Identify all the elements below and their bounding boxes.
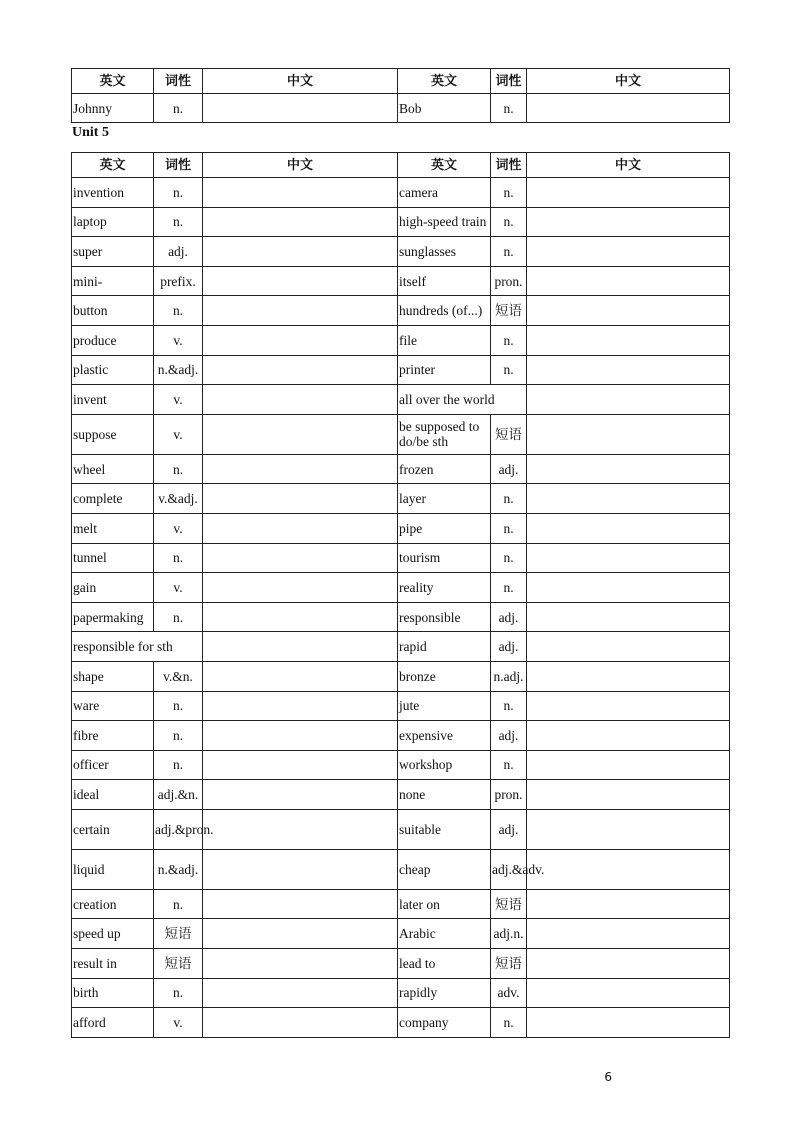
right-english-word: itself bbox=[398, 266, 491, 296]
column-header-pos: 词性 bbox=[491, 69, 527, 94]
right-part-of-speech: n. bbox=[491, 691, 527, 721]
left-chinese-meaning-blank bbox=[203, 661, 398, 691]
right-chinese-meaning-blank bbox=[527, 513, 730, 543]
left-part-of-speech: v. bbox=[154, 414, 203, 454]
left-english-word: super bbox=[72, 237, 154, 267]
table-row bbox=[72, 513, 730, 543]
table-header-row bbox=[72, 69, 730, 94]
right-chinese-meaning-blank bbox=[527, 889, 730, 919]
right-part-of-speech: n. bbox=[491, 1008, 527, 1038]
left-chinese-meaning-blank bbox=[203, 809, 398, 849]
left-english-word: laptop bbox=[72, 207, 154, 237]
right-chinese-meaning-blank bbox=[527, 780, 730, 810]
right-part-of-speech: 短语 bbox=[491, 949, 527, 979]
left-chinese-meaning-blank bbox=[203, 94, 398, 123]
right-part-of-speech: pron. bbox=[491, 266, 527, 296]
left-part-of-speech: adj.&n. bbox=[154, 780, 203, 810]
left-english-word: mini- bbox=[72, 266, 154, 296]
column-header-en: 英文 bbox=[398, 153, 491, 178]
table-row bbox=[72, 94, 730, 123]
left-chinese-meaning-blank bbox=[203, 949, 398, 979]
right-chinese-meaning-blank bbox=[527, 602, 730, 632]
left-chinese-meaning-blank bbox=[203, 513, 398, 543]
right-english-word: file bbox=[398, 325, 491, 355]
right-part-of-speech: n. bbox=[491, 94, 527, 123]
right-chinese-meaning-blank bbox=[527, 178, 730, 208]
right-chinese-meaning-blank bbox=[527, 484, 730, 514]
right-part-of-speech: adj. bbox=[491, 721, 527, 751]
left-part-of-speech: n. bbox=[154, 750, 203, 780]
right-chinese-meaning-blank bbox=[527, 978, 730, 1008]
column-header-zh: 中文 bbox=[527, 69, 730, 94]
left-part-of-speech: n. bbox=[154, 691, 203, 721]
left-part-of-speech: n. bbox=[154, 454, 203, 484]
right-english-word: camera bbox=[398, 178, 491, 208]
left-english-word: afford bbox=[72, 1008, 154, 1038]
left-english-word: ideal bbox=[72, 780, 154, 810]
column-header-pos: 词性 bbox=[491, 153, 527, 178]
table-row bbox=[72, 780, 730, 810]
left-chinese-meaning-blank bbox=[203, 632, 398, 662]
vocab-table-unit-5 bbox=[71, 152, 730, 1038]
right-part-of-speech: adj. bbox=[491, 602, 527, 632]
left-english-word: shape bbox=[72, 661, 154, 691]
left-part-of-speech: v. bbox=[154, 1008, 203, 1038]
column-header-zh: 中文 bbox=[203, 153, 398, 178]
left-english-word: birth bbox=[72, 978, 154, 1008]
left-english-word: responsible for sth bbox=[72, 632, 203, 662]
right-part-of-speech: n. bbox=[491, 325, 527, 355]
right-chinese-meaning-blank bbox=[527, 1008, 730, 1038]
left-english-word: produce bbox=[72, 325, 154, 355]
left-chinese-meaning-blank bbox=[203, 602, 398, 632]
left-part-of-speech: n. bbox=[154, 296, 203, 326]
table-row bbox=[72, 721, 730, 751]
table-row bbox=[72, 949, 730, 979]
right-chinese-meaning-blank bbox=[527, 632, 730, 662]
right-chinese-meaning-blank bbox=[527, 414, 730, 454]
right-part-of-speech: n. bbox=[491, 355, 527, 385]
right-part-of-speech: n. bbox=[491, 573, 527, 603]
table-row bbox=[72, 178, 730, 208]
right-part-of-speech: n. bbox=[491, 237, 527, 267]
right-chinese-meaning-blank bbox=[527, 325, 730, 355]
right-part-of-speech: n. bbox=[491, 484, 527, 514]
right-english-word: rapid bbox=[398, 632, 491, 662]
left-part-of-speech: n. bbox=[154, 978, 203, 1008]
left-english-word: complete bbox=[72, 484, 154, 514]
left-english-word: button bbox=[72, 296, 154, 326]
right-chinese-meaning-blank bbox=[527, 721, 730, 751]
left-english-word: officer bbox=[72, 750, 154, 780]
left-chinese-meaning-blank bbox=[203, 978, 398, 1008]
left-chinese-meaning-blank bbox=[203, 849, 398, 889]
left-english-word: Johnny bbox=[72, 94, 154, 123]
right-english-word: later on bbox=[398, 889, 491, 919]
right-english-word: layer bbox=[398, 484, 491, 514]
right-english-word: jute bbox=[398, 691, 491, 721]
right-part-of-speech: 短语 bbox=[491, 414, 527, 454]
left-part-of-speech: n. bbox=[154, 602, 203, 632]
column-header-pos: 词性 bbox=[154, 69, 203, 94]
table-row bbox=[72, 632, 730, 662]
left-chinese-meaning-blank bbox=[203, 385, 398, 415]
right-part-of-speech: adj.n. bbox=[491, 919, 527, 949]
right-english-word: cheap bbox=[398, 849, 491, 889]
left-chinese-meaning-blank bbox=[203, 543, 398, 573]
left-part-of-speech: n. bbox=[154, 721, 203, 751]
right-english-word: Bob bbox=[398, 94, 491, 123]
left-english-word: plastic bbox=[72, 355, 154, 385]
right-english-word: Arabic bbox=[398, 919, 491, 949]
table-row bbox=[72, 602, 730, 632]
left-chinese-meaning-blank bbox=[203, 780, 398, 810]
left-chinese-meaning-blank bbox=[203, 414, 398, 454]
left-english-word: creation bbox=[72, 889, 154, 919]
right-chinese-meaning-blank bbox=[527, 296, 730, 326]
table-row bbox=[72, 266, 730, 296]
table-row bbox=[72, 978, 730, 1008]
left-chinese-meaning-blank bbox=[203, 454, 398, 484]
table-row bbox=[72, 691, 730, 721]
left-english-word: ware bbox=[72, 691, 154, 721]
left-chinese-meaning-blank bbox=[203, 919, 398, 949]
right-chinese-meaning-blank bbox=[527, 809, 730, 849]
right-english-word: frozen bbox=[398, 454, 491, 484]
left-english-word: liquid bbox=[72, 849, 154, 889]
left-part-of-speech: v. bbox=[154, 385, 203, 415]
right-english-word: pipe bbox=[398, 513, 491, 543]
column-header-pos: 词性 bbox=[154, 153, 203, 178]
table-row bbox=[72, 414, 730, 454]
right-chinese-meaning-blank bbox=[527, 385, 730, 415]
table-row bbox=[72, 750, 730, 780]
left-chinese-meaning-blank bbox=[203, 237, 398, 267]
left-english-word: gain bbox=[72, 573, 154, 603]
right-part-of-speech: adv. bbox=[491, 978, 527, 1008]
right-english-word: none bbox=[398, 780, 491, 810]
column-header-zh: 中文 bbox=[527, 153, 730, 178]
left-chinese-meaning-blank bbox=[203, 207, 398, 237]
table-row bbox=[72, 207, 730, 237]
right-chinese-meaning-blank bbox=[527, 454, 730, 484]
right-part-of-speech: n.adj. bbox=[491, 661, 527, 691]
right-chinese-meaning-blank bbox=[527, 849, 730, 889]
right-english-word: suitable bbox=[398, 809, 491, 849]
right-english-word: responsible bbox=[398, 602, 491, 632]
right-english-word: reality bbox=[398, 573, 491, 603]
vocab-table-previous bbox=[71, 68, 730, 123]
right-english-word: expensive bbox=[398, 721, 491, 751]
left-chinese-meaning-blank bbox=[203, 296, 398, 326]
left-english-word: invent bbox=[72, 385, 154, 415]
left-english-word: invention bbox=[72, 178, 154, 208]
left-part-of-speech: v. bbox=[154, 573, 203, 603]
right-chinese-meaning-blank bbox=[527, 237, 730, 267]
table-row bbox=[72, 849, 730, 889]
right-english-word: hundreds (of...) bbox=[398, 296, 491, 326]
right-part-of-speech: 短语 bbox=[491, 296, 527, 326]
right-english-word: tourism bbox=[398, 543, 491, 573]
left-part-of-speech: 短语 bbox=[154, 919, 203, 949]
right-chinese-meaning-blank bbox=[527, 691, 730, 721]
table-row bbox=[72, 385, 730, 415]
table-row bbox=[72, 573, 730, 603]
left-english-word: suppose bbox=[72, 414, 154, 454]
left-chinese-meaning-blank bbox=[203, 691, 398, 721]
table-row bbox=[72, 661, 730, 691]
left-chinese-meaning-blank bbox=[203, 325, 398, 355]
right-chinese-meaning-blank bbox=[527, 573, 730, 603]
left-english-word: certain bbox=[72, 809, 154, 849]
page-number: 6 bbox=[604, 1070, 612, 1084]
right-english-word: be supposed to do/be sth bbox=[398, 414, 491, 454]
column-header-zh: 中文 bbox=[203, 69, 398, 94]
column-header-en: 英文 bbox=[72, 69, 154, 94]
table-row bbox=[72, 889, 730, 919]
right-part-of-speech: n. bbox=[491, 543, 527, 573]
table-row bbox=[72, 237, 730, 267]
left-part-of-speech: prefix. bbox=[154, 266, 203, 296]
left-chinese-meaning-blank bbox=[203, 889, 398, 919]
left-part-of-speech: v.&adj. bbox=[154, 484, 203, 514]
right-chinese-meaning-blank bbox=[527, 355, 730, 385]
right-part-of-speech: adj. bbox=[491, 454, 527, 484]
table-row bbox=[72, 355, 730, 385]
right-part-of-speech: n. bbox=[491, 207, 527, 237]
right-chinese-meaning-blank bbox=[527, 949, 730, 979]
left-part-of-speech: 短语 bbox=[154, 949, 203, 979]
left-english-word: fibre bbox=[72, 721, 154, 751]
unit-title: Unit 5 bbox=[72, 125, 109, 140]
left-chinese-meaning-blank bbox=[203, 721, 398, 751]
right-chinese-meaning-blank bbox=[527, 207, 730, 237]
left-chinese-meaning-blank bbox=[203, 1008, 398, 1038]
right-english-word: rapidly bbox=[398, 978, 491, 1008]
right-english-word: all over the world bbox=[398, 385, 527, 415]
left-part-of-speech: n. bbox=[154, 178, 203, 208]
left-chinese-meaning-blank bbox=[203, 355, 398, 385]
left-chinese-meaning-blank bbox=[203, 573, 398, 603]
right-part-of-speech: 短语 bbox=[491, 889, 527, 919]
right-part-of-speech: adj. bbox=[491, 809, 527, 849]
left-part-of-speech: n. bbox=[154, 94, 203, 123]
table-row bbox=[72, 809, 730, 849]
table-row bbox=[72, 484, 730, 514]
left-chinese-meaning-blank bbox=[203, 484, 398, 514]
table-row bbox=[72, 296, 730, 326]
right-english-word: high-speed train bbox=[398, 207, 491, 237]
left-english-word: tunnel bbox=[72, 543, 154, 573]
table-header-row bbox=[72, 153, 730, 178]
left-part-of-speech: adj.&pron. bbox=[154, 809, 203, 849]
table-row bbox=[72, 543, 730, 573]
left-english-word: result in bbox=[72, 949, 154, 979]
left-english-word: melt bbox=[72, 513, 154, 543]
right-chinese-meaning-blank bbox=[527, 543, 730, 573]
right-part-of-speech: adj. bbox=[491, 632, 527, 662]
left-part-of-speech: v. bbox=[154, 325, 203, 355]
right-chinese-meaning-blank bbox=[527, 661, 730, 691]
right-english-word: bronze bbox=[398, 661, 491, 691]
table-row bbox=[72, 454, 730, 484]
left-part-of-speech: n.&adj. bbox=[154, 849, 203, 889]
right-part-of-speech: n. bbox=[491, 178, 527, 208]
right-chinese-meaning-blank bbox=[527, 94, 730, 123]
left-english-word: wheel bbox=[72, 454, 154, 484]
left-english-word: speed up bbox=[72, 919, 154, 949]
left-part-of-speech: n. bbox=[154, 889, 203, 919]
right-english-word: workshop bbox=[398, 750, 491, 780]
right-chinese-meaning-blank bbox=[527, 266, 730, 296]
table-row bbox=[72, 325, 730, 355]
right-chinese-meaning-blank bbox=[527, 750, 730, 780]
right-part-of-speech: n. bbox=[491, 513, 527, 543]
column-header-en: 英文 bbox=[398, 69, 491, 94]
right-english-word: printer bbox=[398, 355, 491, 385]
left-chinese-meaning-blank bbox=[203, 266, 398, 296]
left-part-of-speech: n. bbox=[154, 543, 203, 573]
left-part-of-speech: v. bbox=[154, 513, 203, 543]
left-chinese-meaning-blank bbox=[203, 178, 398, 208]
left-english-word: papermaking bbox=[72, 602, 154, 632]
right-english-word: lead to bbox=[398, 949, 491, 979]
left-part-of-speech: v.&n. bbox=[154, 661, 203, 691]
right-english-word: sunglasses bbox=[398, 237, 491, 267]
column-header-en: 英文 bbox=[72, 153, 154, 178]
left-chinese-meaning-blank bbox=[203, 750, 398, 780]
right-part-of-speech: pron. bbox=[491, 780, 527, 810]
left-part-of-speech: n. bbox=[154, 207, 203, 237]
table-row bbox=[72, 1008, 730, 1038]
left-part-of-speech: n.&adj. bbox=[154, 355, 203, 385]
right-part-of-speech: adj.&adv. bbox=[491, 849, 527, 889]
right-english-word: company bbox=[398, 1008, 491, 1038]
table-row bbox=[72, 919, 730, 949]
right-chinese-meaning-blank bbox=[527, 919, 730, 949]
left-part-of-speech: adj. bbox=[154, 237, 203, 267]
right-part-of-speech: n. bbox=[491, 750, 527, 780]
